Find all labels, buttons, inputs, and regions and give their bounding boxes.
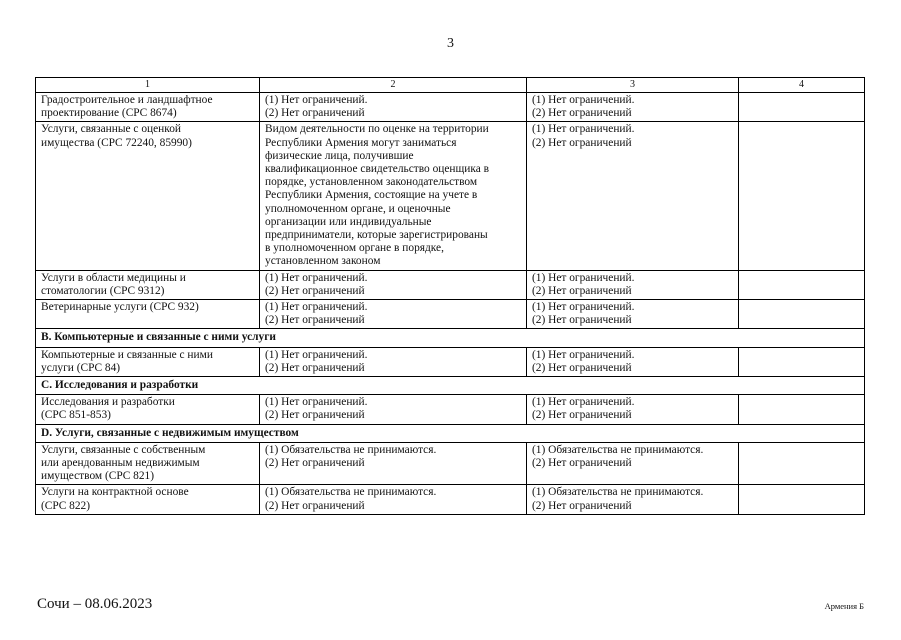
cell-text-line: Услуги, связанные с оценкой [41,123,182,136]
cell-text-line: (1) Нет ограничений. [532,94,635,106]
table-cell-4 [739,485,865,514]
table-cell-3 [527,485,739,514]
table-row [36,395,865,424]
cell-text-line: (1) Нет ограничений. [265,301,368,314]
cell-text-line: (1) Нет ограничений. [265,271,368,284]
services-table [35,77,865,515]
cell-text-line: имущества (CPC 72240, 85990) [41,136,192,149]
cell-text-line: установленном законом [265,255,381,268]
table-cell-1 [36,300,260,329]
cell-text-line: услуги (CPC 84) [41,361,121,374]
table-row [36,347,865,376]
table-cell-2 [260,93,527,122]
cell-text-line: (1) Обязательства не принимаются. [265,443,437,456]
cell-text-line: (1) Нет ограничений. [532,271,635,284]
cell-text-line: (2) Нет ограничений [532,284,632,297]
cell-text-line: (1) Нет ограничений. [265,348,368,361]
cell-text-line: (2) Нет ограничений [532,499,632,512]
table-cell-1 [36,442,260,485]
table-cell-4 [739,93,865,122]
cell-text-line: (2) Нет ограничений [265,499,365,512]
section-title: D. Услуги, связанные с недвижимым имуществом [36,424,865,442]
cell-text-line: квалификационное свидетельство оценщика в [265,163,490,176]
table-row [36,485,865,514]
cell-text-line: (2) Нет ограничений [265,284,365,297]
table-header-row [36,78,865,93]
table-cell-2 [260,270,527,299]
cell-text-line: (2) Нет ограничений [265,314,365,327]
cell-text-line: Ветеринарные услуги (CPC 932) [41,301,199,314]
section-title: B. Компьютерные и связанные с ними услуги [36,329,865,347]
table-cell-1 [36,122,260,270]
table-cell-4 [739,395,865,424]
table-cell-3 [527,395,739,424]
cell-text-line: Исследования и разработки [41,396,175,409]
section-row [36,424,865,442]
column-header-3: 3 [527,78,739,93]
table-row [36,442,865,485]
cell-text-line: Республики Армения, состоящие на учете в [265,189,478,202]
table-cell-4 [739,122,865,270]
table-cell-1 [36,395,260,424]
table-cell-1 [36,347,260,376]
cell-text-line: (2) Нет ограничений [532,361,632,374]
table-cell-4 [739,347,865,376]
cell-text-line: (1) Нет ограничений. [532,301,635,314]
table-cell-2 [260,300,527,329]
table-cell-1 [36,485,260,514]
table-cell-2 [260,485,527,514]
cell-text-line: (1) Нет ограничений. [532,123,635,136]
footer-place-date: Сочи – 08.06.2023 [37,596,153,612]
table-cell-4 [739,300,865,329]
cell-text-line: (1) Обязательства не принимаются. [532,443,704,456]
cell-text-line: (CPC 851-853) [41,409,111,422]
cell-text-line: (1) Обязательства не принимаются. [532,486,704,499]
cell-text-line: предприниматели, которые зарегистрированы [265,229,488,242]
table-cell-1 [36,93,260,122]
cell-text-line: (2) Нет ограничений [532,409,632,422]
cell-text-line: (2) Нет ограничений [532,136,632,149]
column-header-1: 1 [36,78,260,93]
cell-text-line: (2) Нет ограничений [265,107,365,120]
cell-text-line: (2) Нет ограничений [265,409,365,422]
table-cell-2 [260,347,527,376]
cell-text-line: порядке, установленном законодательством [265,176,478,189]
cell-text-line: Услуги, связанные с собственным [41,443,206,456]
cell-text-line: (2) Нет ограничений [532,107,632,120]
table-cell-3 [527,442,739,485]
footer-annex-label: Армения Б [824,601,864,611]
cell-text-line: (2) Нет ограничений [532,457,632,470]
section-title: C. Исследования и разработки [36,377,865,395]
table-cell-2 [260,442,527,485]
cell-text-line: (1) Нет ограничений. [532,348,635,361]
table-cell-4 [739,270,865,299]
cell-text-line: Услуги в области медицины и [41,271,186,284]
table-cell-3 [527,122,739,270]
table-row [36,93,865,122]
cell-text-line: Видом деятельности по оценке на территории [265,123,489,136]
table-cell-3 [527,300,739,329]
table-row [36,300,865,329]
cell-text-line: Республики Армения могут заниматься [265,136,457,149]
table-cell-2 [260,395,527,424]
section-row [36,329,865,347]
cell-text-line: Компьютерные и связанные с ними [41,348,213,361]
cell-text-line: (1) Нет ограничений. [265,94,368,106]
cell-text-line: уполномоченном органе, и оценочные [265,202,451,215]
table-cell-3 [527,347,739,376]
section-row [36,377,865,395]
cell-text-line: или арендованным недвижимым [41,457,200,470]
table-cell-1 [36,270,260,299]
cell-text-line: (2) Нет ограничений [265,457,365,470]
table-cell-3 [527,93,739,122]
table-row [36,270,865,299]
table-cell-4 [739,442,865,485]
cell-text-line: (CPC 822) [41,499,91,512]
table-cell-2 [260,122,527,270]
cell-text-line: Градостроительное и ландшафтное [41,94,213,106]
cell-text-line: (2) Нет ограничений [532,314,632,327]
cell-text-line: организации или индивидуальные [265,215,432,228]
cell-text-line: (1) Обязательства не принимаются. [265,486,437,499]
cell-text-line: проектирование (CPC 8674) [41,107,177,120]
cell-text-line: (2) Нет ограничений [265,361,365,374]
cell-text-line: (1) Нет ограничений. [532,396,635,409]
cell-text-line: (1) Нет ограничений. [265,396,368,409]
table-cell-3 [527,270,739,299]
column-header-4: 4 [739,78,865,93]
table-row [36,122,865,270]
cell-text-line: имуществом (CPC 821) [41,470,155,483]
page-number: 3 [447,36,454,51]
cell-text-line: Услуги на контрактной основе [41,486,189,499]
cell-text-line: физические лица, получившие [265,149,414,162]
cell-text-line: в уполномоченном органе в порядке, [265,242,444,255]
cell-text-line: стоматологии (CPC 9312) [41,284,165,297]
column-header-2: 2 [260,78,527,93]
